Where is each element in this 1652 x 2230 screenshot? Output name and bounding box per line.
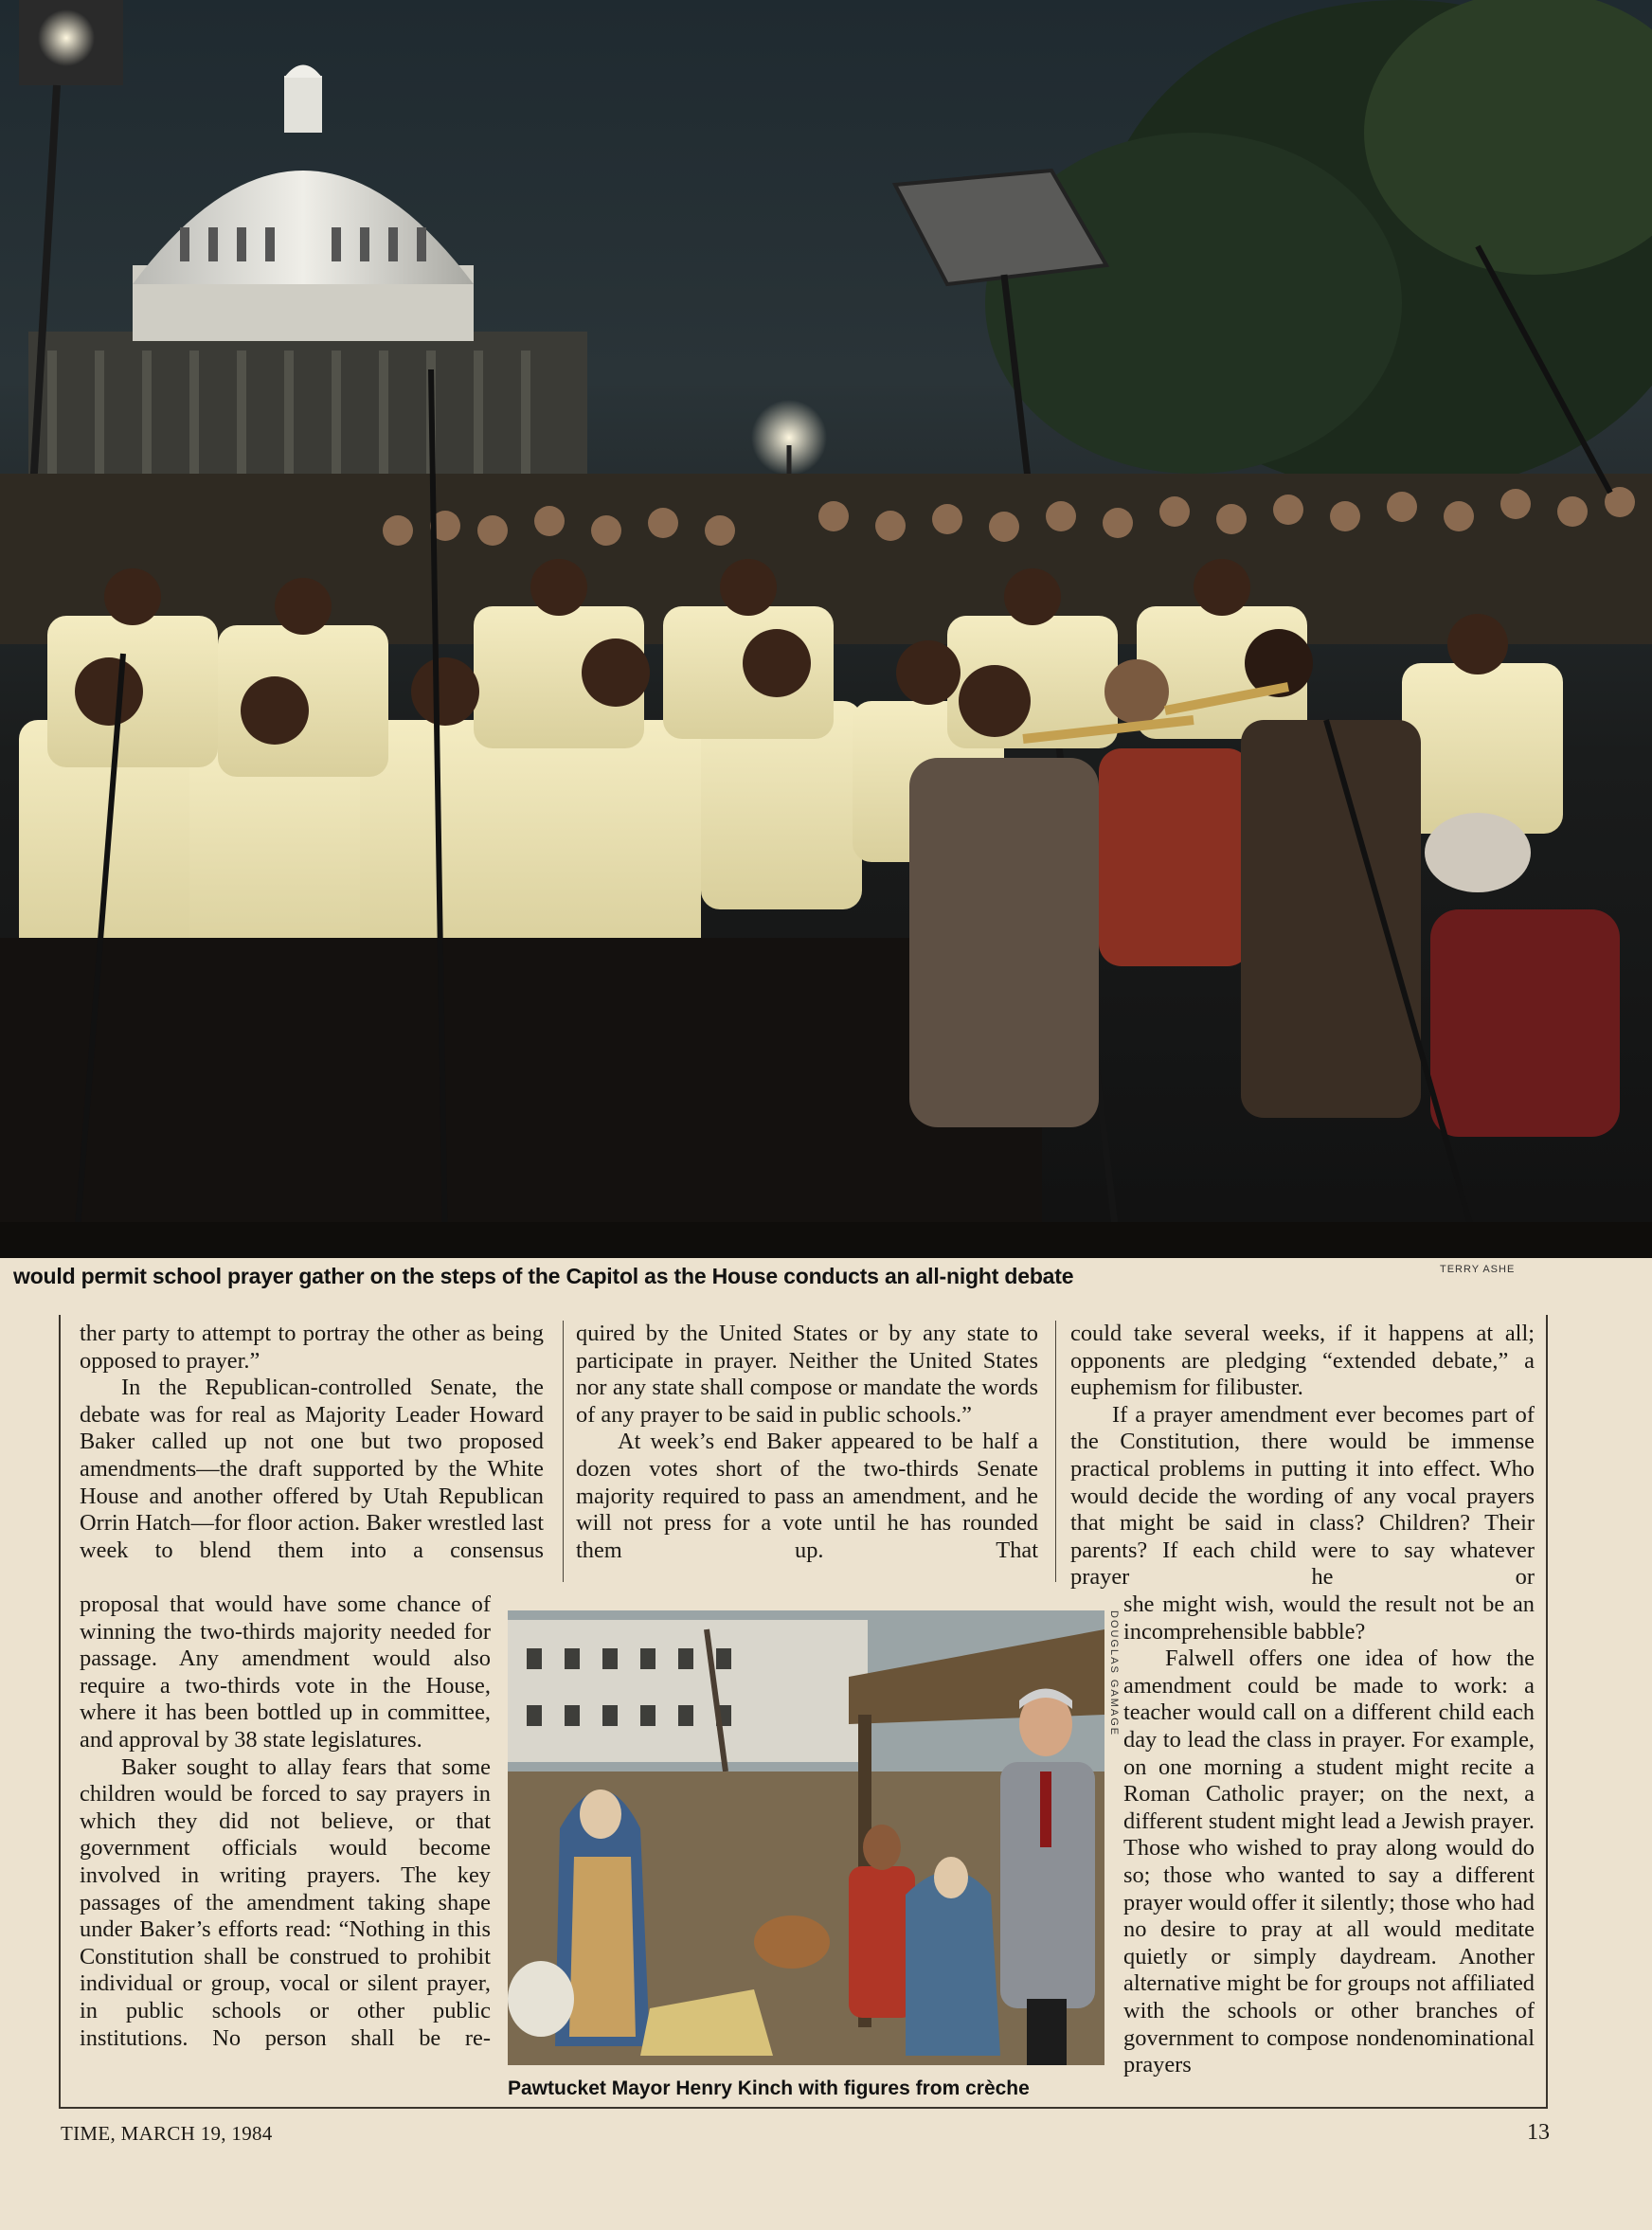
top-photo-caption: would permit school prayer gather on the steps of the Capitol as the House conducts an all-night debate [13,1264,1074,1288]
column-3-top [1070,1321,1535,1592]
column-2 [576,1321,1038,1564]
paragraph: At week’s end Baker appeared to be half a dozen votes short of the two-thirds Senate majority required to pass an amendment, and he will not press for a vote until he has rounded them up. That [576,1429,1038,1563]
publication-date-line: TIME, MARCH 19, 1984 [61,2122,273,2145]
paragraph: ther party to attempt to portray the other as being opposed to prayer.” [80,1321,544,1374]
paragraph: Baker sought to allay fears that some children would be forced to say prayers in which they did not believe, or that government officials would become involved in writing prayers. The key passages of the amendment taking shape under Baker’s efforts read: “Nothing in this Constitution shall be construed to prohibit individual or group, vocal or silent prayer, in public schools or other public institutions. No person shall be re- [80,1753,491,2051]
paragraph: could take several weeks, if it happens at all; opponents are pledging “extended debate,” a euphemism for filibuster. [1070,1321,1535,1401]
paragraph: Falwell offers one idea of how the amendment could be made to work: a teacher would call on a different child each day to lead the class in prayer. For example, on one morning a student might recite a Roman Catholic prayer; on the next, a different student might lead a Jewish prayer. Those who wished to pray along would do so; those who wanted to say a different prayer would offer it silently; those who had no desire to pray at all would meditate quietly or simply daydream. Another alternative might be for groups not affiliated with the schools or other branches of government to compose nondenominational prayers [1123,1646,1535,2078]
creche-illustration [508,1610,1104,2065]
paragraph: In the Republican-controlled Senate, the debate was for real as Majority Leader Howard Baker called up not one but two proposed amendments—the draft supported by the White House and another offered by Utah Republican Orrin Hatch—for floor action. Baker wrestled last week to blend them into a consensus [80,1375,544,1563]
column-1-bottom [80,1592,491,2052]
inset-photo-credit: DOUGLAS GAMAGE [1108,1610,1120,1737]
paragraph: If a prayer amendment ever becomes part of the Constitution, there would be immense practical problems in putting it into effect. Who would decide the wording of any vocal prayers that might be said in class? Children? Their parents? If each child were to say whatever prayer he or [1070,1401,1535,1591]
page-number: 13 [1527,2120,1550,2145]
paragraph: quired by the United States or by any state to participate in prayer. Neither the United States nor any state shall compose or mandate the words of any prayer to be said in public schools.” [576,1321,1038,1428]
column-rule-2 [1055,1321,1056,1582]
paragraph: proposal that would have some chance of winning the two-thirds majority needed for passage. Any amendment would also require a two-thirds vote in the House, where it has been bottled up in committee, and approval by 38 state legislatures. [80,1592,491,1753]
column-rule-1 [563,1321,564,1582]
column-3-bottom [1123,1592,1535,2079]
column-1-top [80,1321,544,1564]
paragraph: she might wish, would the result not be an incomprehensible babble? [1123,1592,1535,1645]
creche-photo [508,1610,1104,2065]
top-photo-credit: TERRY ASHE [1440,1264,1516,1275]
inset-photo-caption: Pawtucket Mayor Henry Kinch with figures from crèche [508,2077,1030,2099]
